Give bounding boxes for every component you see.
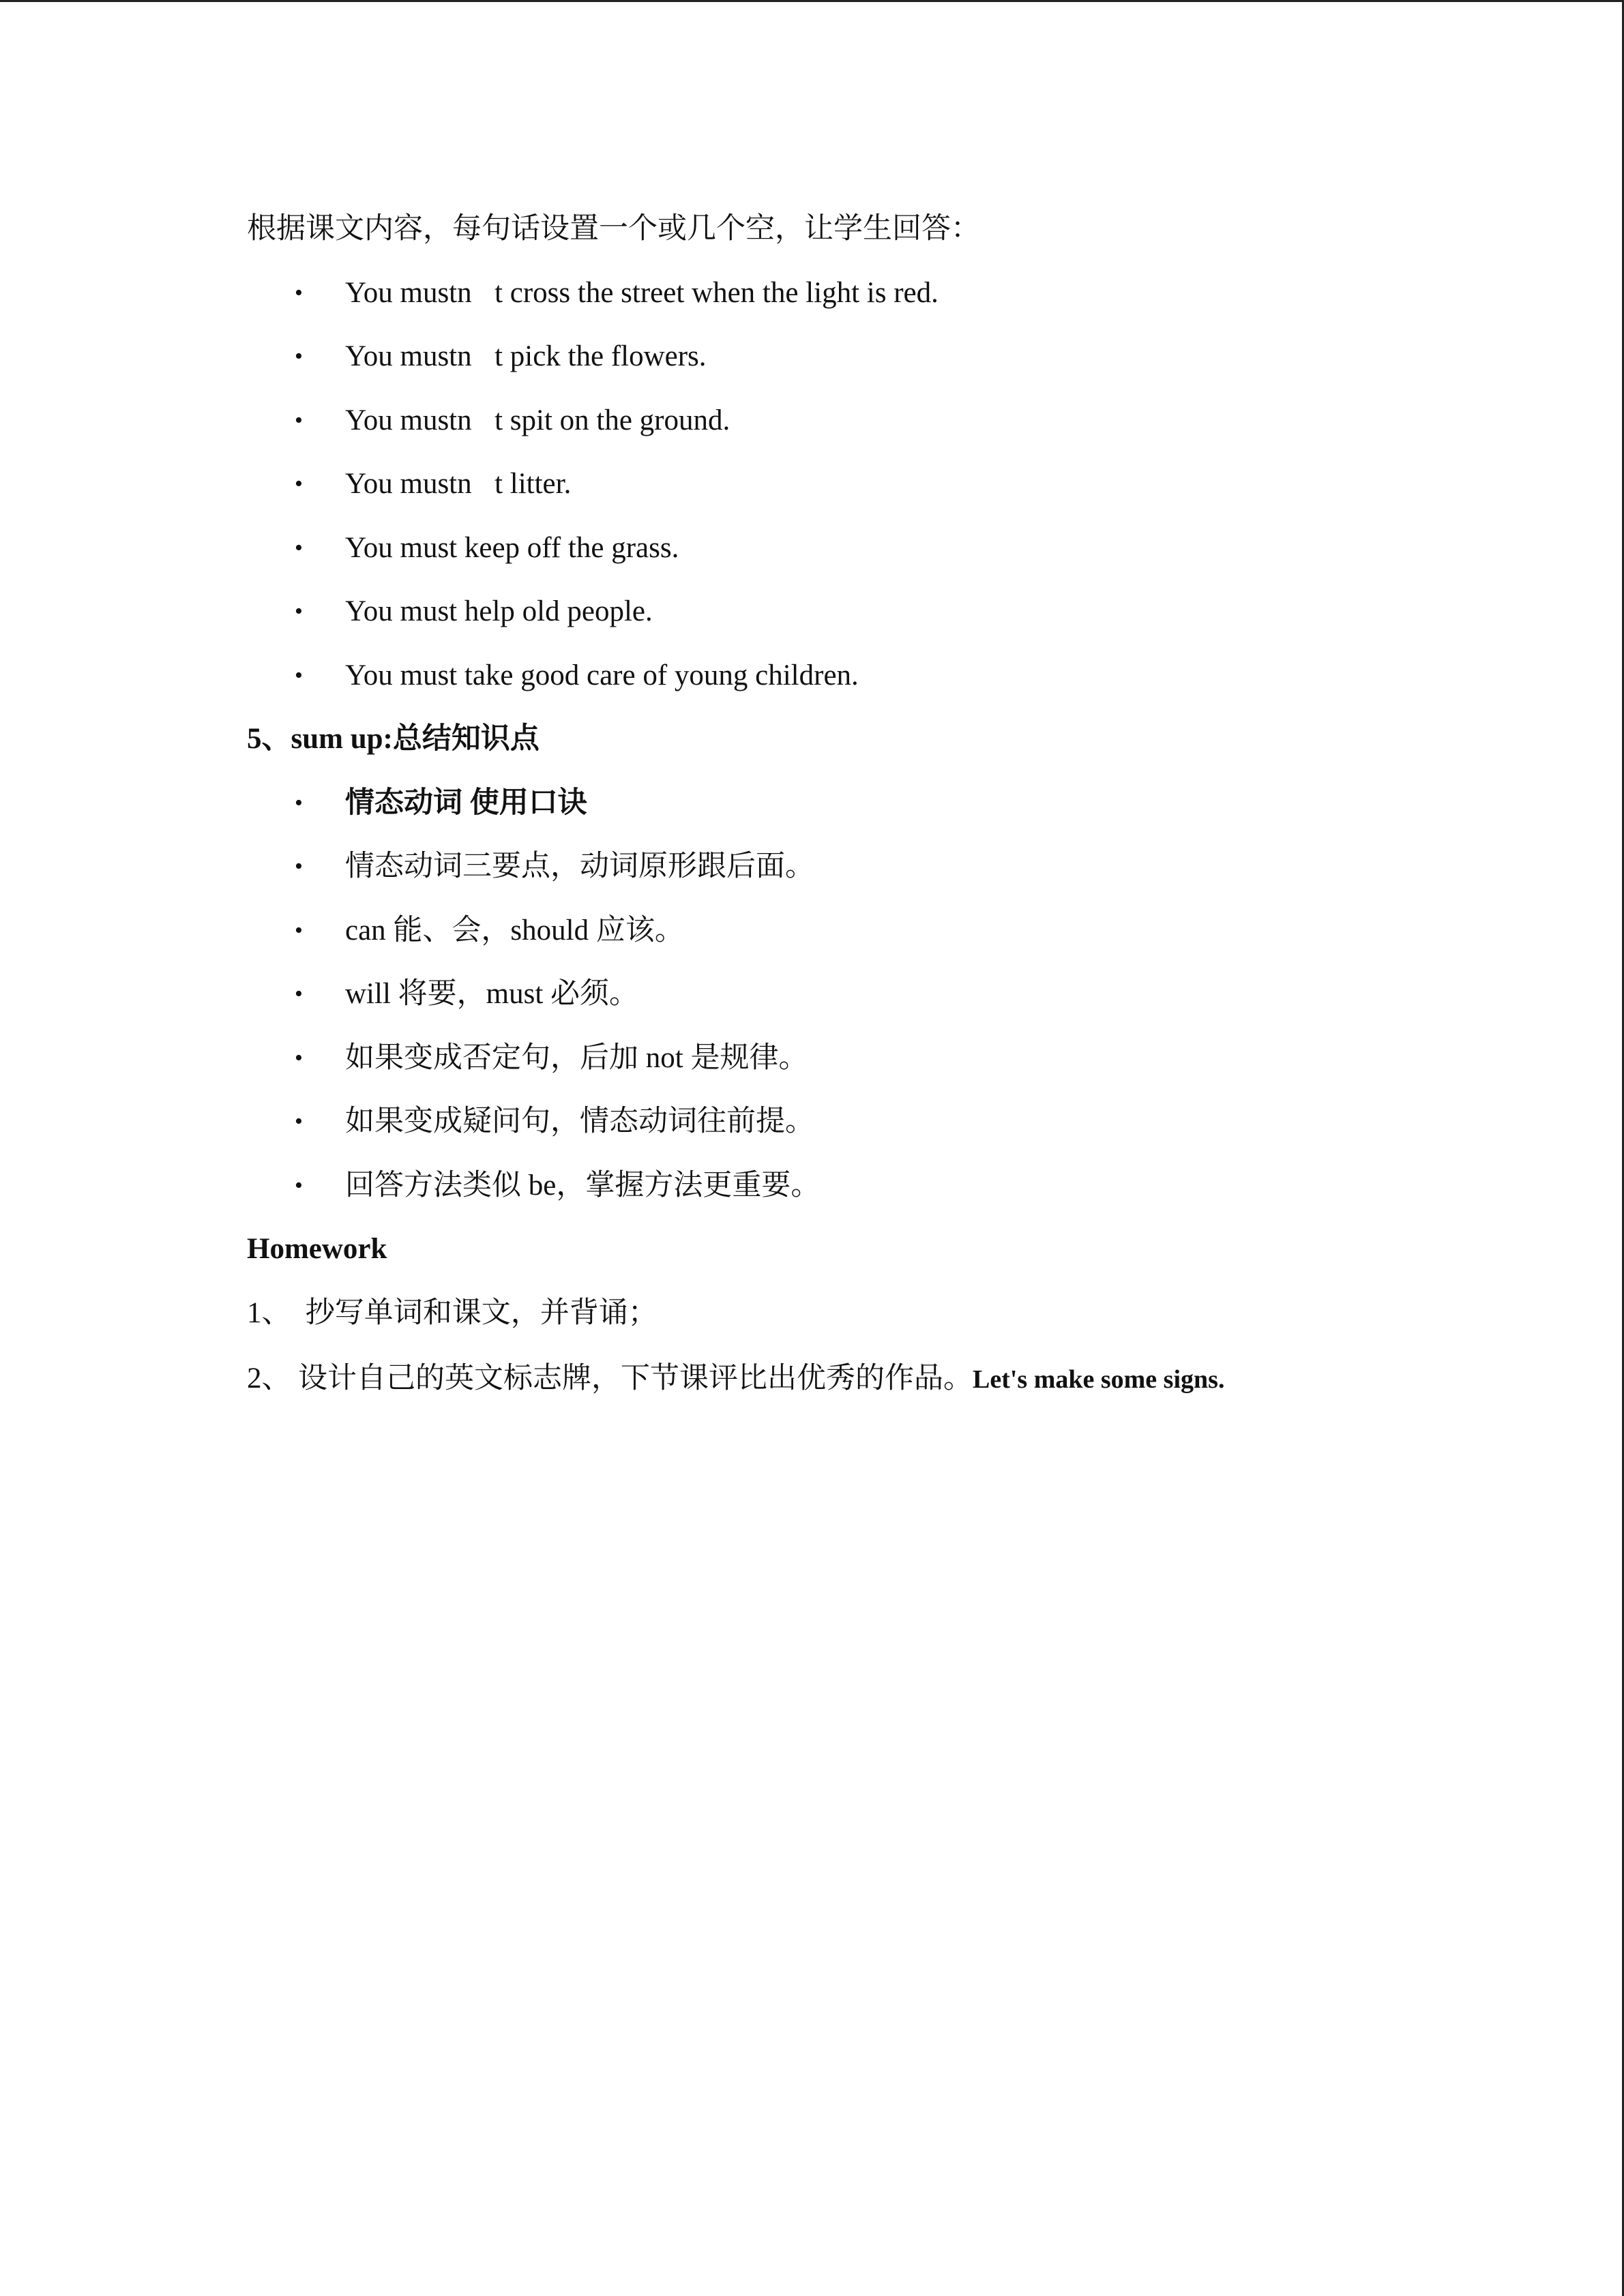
bullet-icon: • xyxy=(295,280,303,305)
bullet-icon: • xyxy=(295,1109,303,1134)
homework-item-1 xyxy=(247,1296,658,1331)
rule-text: You mustn t spit on the ground. xyxy=(345,404,730,436)
sumup-item-title: 情态动词 使用口诀 xyxy=(345,787,587,819)
list-item xyxy=(295,1041,808,1076)
bullet-icon: • xyxy=(295,344,303,369)
bullet-icon: • xyxy=(295,408,303,433)
rule-text: You must take good care of young children. xyxy=(345,659,859,691)
homework-text: 抄写单词和课文，并背诵； xyxy=(298,1297,658,1329)
bullet-icon: • xyxy=(295,535,303,561)
rule-text: You must keep off the grass. xyxy=(345,532,679,564)
rule-text: You mustn t cross the street when the light is red. xyxy=(345,277,939,309)
list-item xyxy=(295,849,814,884)
bullet-icon: • xyxy=(295,599,303,624)
list-item xyxy=(295,466,571,502)
sumup-item: 如果变成疑问句，情态动词往前提。 xyxy=(345,1105,814,1137)
homework-item-2 xyxy=(247,1361,1224,1397)
homework-text: 设计自己的英文标志牌，下节课评比出优秀的作品。 xyxy=(298,1362,973,1395)
list-item xyxy=(295,1104,814,1139)
bullet-icon: • xyxy=(295,1045,303,1071)
bullet-icon: • xyxy=(295,663,303,688)
list-item xyxy=(295,339,707,374)
bullet-icon: • xyxy=(295,981,303,1007)
rule-text: You mustn t litter. xyxy=(345,468,572,500)
list-item xyxy=(295,275,939,311)
bullet-icon: • xyxy=(295,854,303,879)
sumup-heading: 5、sum up:总结知识点 xyxy=(247,723,540,755)
sumup-item: 如果变成否定句，后加 not 是规律。 xyxy=(345,1042,808,1074)
bullet-icon: • xyxy=(295,1173,303,1198)
homework-number: 2、 xyxy=(247,1362,291,1395)
rule-text: You must help old people. xyxy=(345,595,653,627)
page-top-border xyxy=(0,0,1624,2)
list-item xyxy=(295,913,684,949)
list-item xyxy=(295,594,653,629)
bullet-icon: • xyxy=(295,471,303,496)
sumup-item: 情态动词三要点，动词原形跟后面。 xyxy=(345,850,814,882)
bullet-icon: • xyxy=(295,918,303,943)
intro-text: 根据课文内容，每句话设置一个或几个空，让学生回答： xyxy=(247,213,980,245)
list-item xyxy=(295,976,638,1012)
bullet-icon: • xyxy=(295,790,303,816)
sumup-item: 回答方法类似 be，掌握方法更重要。 xyxy=(345,1169,821,1202)
homework-heading: Homework xyxy=(247,1233,387,1265)
homework-extra: Let's make some signs. xyxy=(973,1365,1225,1394)
list-item xyxy=(295,1168,820,1204)
list-item xyxy=(295,531,679,566)
list-item xyxy=(295,403,730,438)
rule-text: You mustn t pick the flowers. xyxy=(345,340,707,372)
sumup-item: will 将要，must 必须。 xyxy=(345,978,639,1010)
list-item xyxy=(295,658,859,694)
homework-number: 1、 xyxy=(247,1297,291,1329)
sumup-item: can 能、会，should 应该。 xyxy=(345,914,684,946)
list-item xyxy=(295,786,587,821)
